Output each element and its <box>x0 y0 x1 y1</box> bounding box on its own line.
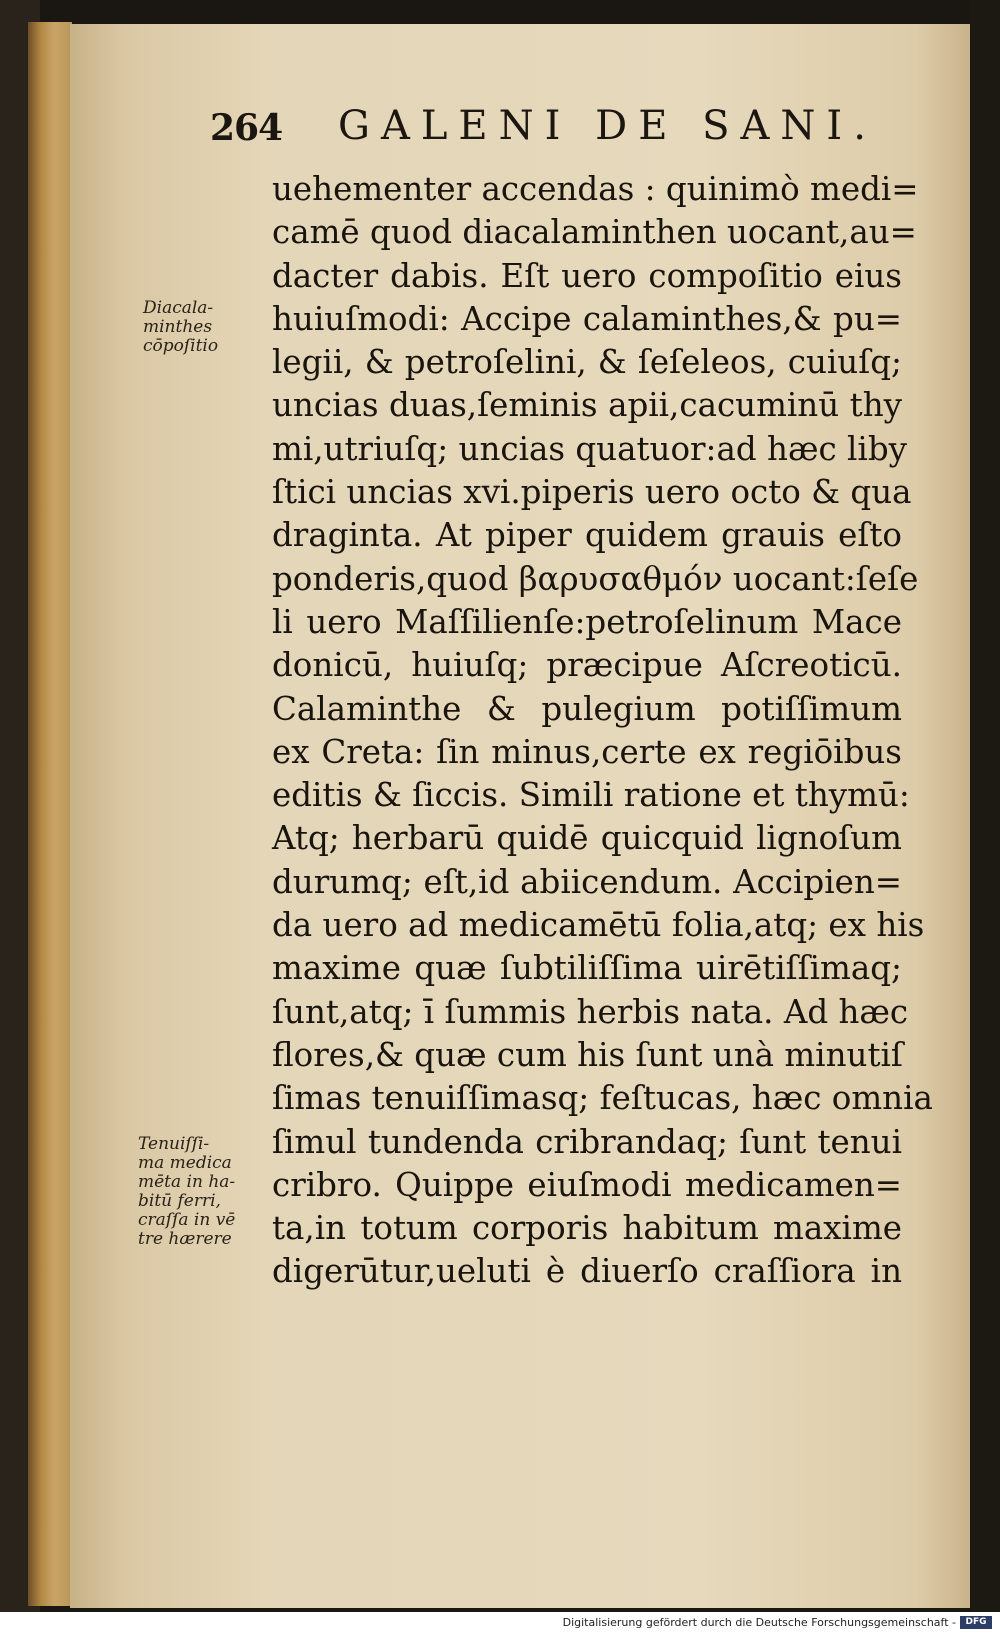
text-line: huiuſmodi: Accipe calaminthes,& pu= <box>272 299 902 338</box>
text-line: cribro. Quippe eiuſmodi medicamen= <box>272 1165 902 1204</box>
dfg-logo-icon: DFG <box>960 1616 992 1629</box>
margin-note-tenuissima <box>138 1135 260 1249</box>
text-line: editis & ſiccis. Simili ratione et thymū: <box>272 776 910 815</box>
text-line: ponderis,quod βαρυσαθμόν uocant:ſeſe <box>272 559 919 598</box>
funding-credit: Digitalisierung gefördert durch die Deutsche Forschungsgemeinschaft - <box>562 1616 956 1629</box>
margin-note-line: cōpoſitio <box>143 336 219 356</box>
text-line: donicū, huiuſq; præcipue Aſcreoticū. <box>272 646 902 685</box>
text-line: draginta. At piper quidem grauis eſto <box>272 516 902 555</box>
text-line: maxime quæ ſubtiliſſima uirētiſſimaq; <box>272 949 902 988</box>
margin-note-line: mēta in ha- <box>138 1172 236 1192</box>
text-line: mi,utriuſq; uncias quatuor:ad hæc liby <box>272 429 907 468</box>
text-line: digerūtur,ueluti è diuerſo craſſiora in <box>272 1252 902 1291</box>
text-line: ſimas tenuiſſimasq; feſtucas, hæc omnia <box>272 1079 933 1118</box>
text-line: legii, & petroſelini, & ſeſeleos, cuiuſq; <box>272 343 902 382</box>
text-line: ſunt,atq; ī ſummis herbis nata. Ad hæc <box>272 992 909 1031</box>
text-line: da uero ad medicamētū folia,atq; ex his <box>272 906 925 945</box>
text-line: flores,& quæ cum his ſunt unà minutiſ <box>272 1035 903 1074</box>
text-line: dacter dabis. Eſt uero compoſitio eius <box>272 256 902 295</box>
text-line: durumq; eſt,id abiicendum. Accipien= <box>272 862 902 901</box>
text-line: li uero Maſſilienſe:petroſelinum Mace <box>272 602 902 641</box>
text-line: ſimul tundenda cribrandaq; ſunt tenui <box>272 1122 902 1161</box>
page-number: 264 <box>210 107 283 149</box>
digitization-footer <box>0 1612 1000 1635</box>
margin-note-line: bitū ferri, <box>138 1191 221 1211</box>
text-line: ex Creta: ſin minus,certe ex regiōibus <box>272 732 902 771</box>
text-line: uehementer accendas : quinimò medi= <box>272 170 919 208</box>
body-text <box>272 168 933 1294</box>
running-title: GALENI DE SANI. <box>338 103 877 149</box>
margin-note-line: craſſa in vē <box>138 1210 236 1230</box>
margin-note-line: minthes <box>143 317 213 337</box>
text-line: camē quod diacalaminthen uocant,au= <box>272 213 917 252</box>
margin-note-line: ma medica <box>138 1153 232 1173</box>
margin-note-line: tre hærere <box>138 1229 232 1249</box>
margin-note-line: Diacala- <box>143 298 214 318</box>
margin-note-line: Tenuiſſi- <box>138 1134 210 1154</box>
text-line: Atq; herbarū quidē quicquid lignoſum <box>272 819 902 858</box>
scan-background-right <box>970 0 1000 1612</box>
page-fore-edge <box>28 22 72 1606</box>
text-line: ſtici uncias xvi.piperis uero octo & qua <box>272 473 912 512</box>
running-head <box>210 103 877 163</box>
text-line: uncias duas,ſeminis apii,cacuminū thy <box>272 386 902 425</box>
margin-note-diacalaminthes <box>143 299 258 356</box>
text-line: ta,in totum corporis habitum maxime <box>272 1209 902 1248</box>
text-line: Calaminthe & pulegium potiſſimum <box>272 689 902 728</box>
